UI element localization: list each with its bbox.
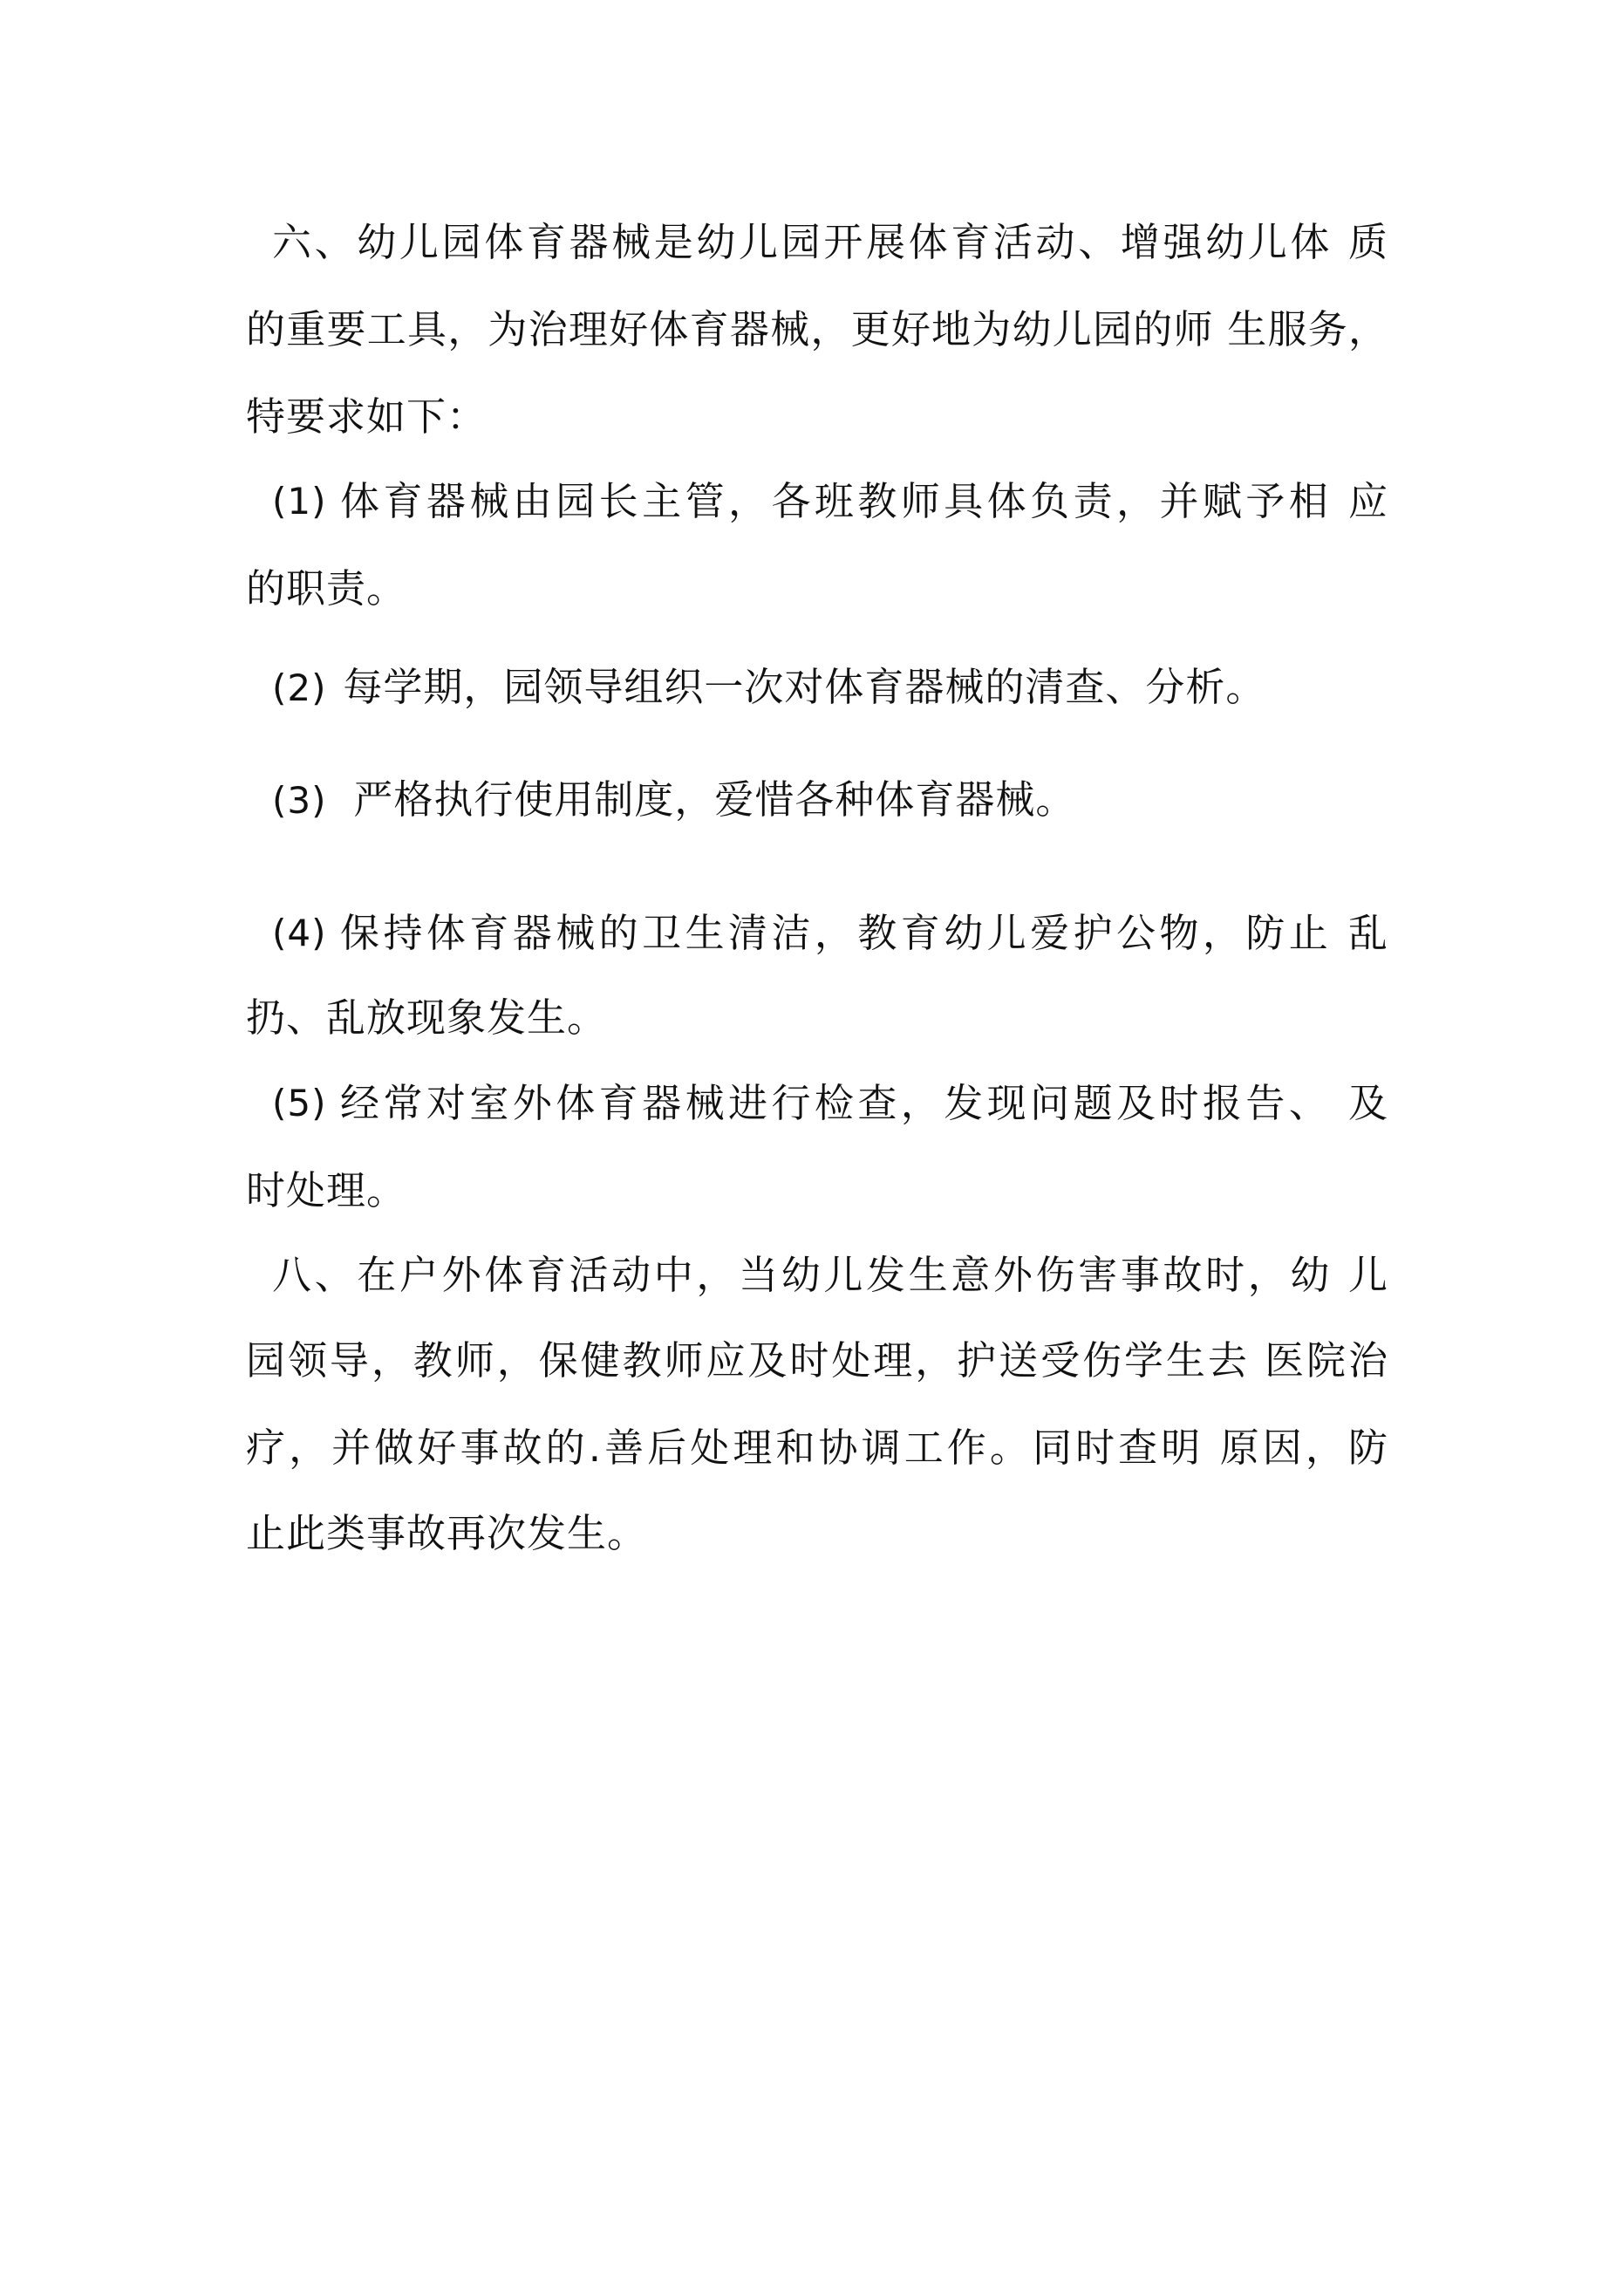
list-item-number: (5) [272,1082,327,1124]
list-item-3 [272,774,1388,826]
list-item-text: 每学期，园领导组织一次对体育器械的清查、分析。 [343,664,1266,710]
list-item-4-continuation: 扔、乱放现象发生。 [246,994,608,1041]
list-item-text: 保持体育器械的卫生清洁，教育幼儿爱护公物，防止 乱 [340,910,1388,956]
list-item-5 [272,1077,1388,1130]
list-item-number: (4) [272,912,327,954]
list-item-1-continuation: 的职责。 [246,565,407,612]
section8-line-3: 疗，并做好事故的.善后处理和协调工作。同时查明 原因，防 [246,1425,1388,1471]
section6-line-2: 的重要工具，为治理好体育器械，更好地为幼儿园的师 生服务， [246,306,1388,352]
section6-line-1: 六、幼儿园体育器械是幼儿园开展体育活动、增强幼儿体 质 [272,219,1388,265]
list-item-text: 体育器械由园长主管，各班教师具体负责，并赋予相 应 [340,478,1388,524]
list-item-1 [272,475,1388,528]
list-item-4 [272,907,1388,960]
list-item-number: (1) [272,480,327,523]
list-item-number: (2) [272,666,327,709]
list-item-5-continuation: 时处理。 [246,1167,407,1213]
section8-line-2: 园领导，教师，保健教师应及时处理，护送受伤学生去 医院治 [246,1337,1388,1384]
list-item-text: 严格执行使用制度，爱惜各种体育器械。 [353,776,1076,823]
section8-line-1: 八、在户外体育活动中，当幼儿发生意外伤害事故时，幼 儿 [272,1252,1388,1298]
section8-line-4: 止此类事故再次发生。 [246,1510,648,1556]
section6-line-3: 特要求如下： [246,393,488,440]
list-item-2 [272,661,1388,714]
list-item-number: (3) [272,779,327,822]
list-item-text: 经常对室外体育器械进行检查，发现问题及时报告、 及 [340,1080,1388,1126]
